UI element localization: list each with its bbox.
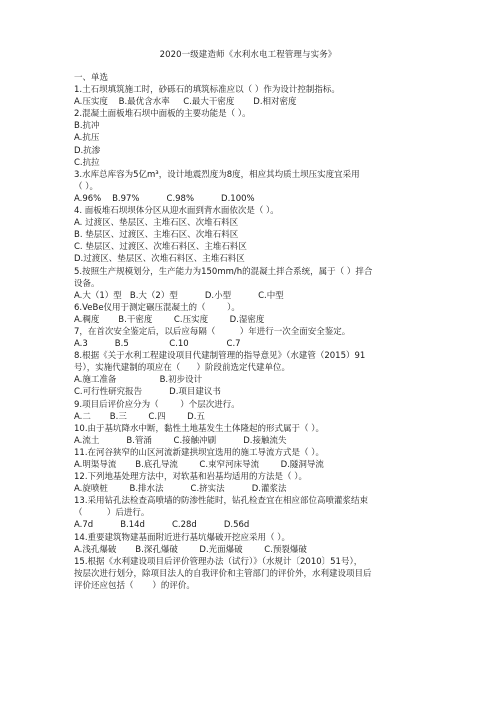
text-line: 4. 面板堆石坝坝体分区从迎水面到背水面依次是（ ）。 <box>74 206 279 217</box>
text-line: A.稠度 B.干密度 C.压实度 D.湿密度 <box>74 314 265 325</box>
text-line: 2.混凝土面板堆石坝中面板的主要功能是（ ）。 <box>74 109 251 120</box>
text-line: A.3 B.5 C.10 C.7 <box>74 339 241 350</box>
text-line: A.抗压 <box>74 133 100 144</box>
text-line: A.浅孔爆破 B.深孔爆破 D.光面爆破 C.预裂爆破 <box>74 544 307 555</box>
text-line: 15.根据《水利建设项目后评价管理办法（试行）》（水规计〔2010〕51号）， <box>74 556 363 567</box>
text-line: （ ）。 <box>74 181 98 192</box>
text-line: 12.下列地基处理方法中，对软基和岩基均适用的方法是（ ）。 <box>74 472 307 483</box>
text-line: A.流土 B.管涌 C.接触冲刷 D.接触流失 <box>74 435 287 446</box>
text-line: C.抗拉 <box>74 157 100 168</box>
text-line: 5.按照生产规模划分，生产能力为150mm/h的混凝土拌合系统，属于（ ）拌合 <box>74 266 373 277</box>
text-line: 3.水库总库容为5亿m³，设计地震烈度为8度，相应其均质土坝压实度宜采用 <box>74 169 360 180</box>
text-line: D.抗渗 <box>74 145 101 156</box>
text-line: 设备。 <box>74 278 100 289</box>
text-line: A.96% B.97% C.98% D.100% <box>74 193 255 204</box>
document-title: 2020一级建造师《水利水电工程管理与实务》 <box>159 50 337 60</box>
text-line: C. 垫层区、过渡区、次堆石料区、主堆石料区 <box>74 242 247 253</box>
text-line: A.施工准备 B.初步设计 <box>74 375 203 386</box>
text-line: 11.在河谷狭窄的山区河流新建拱坝宜选用的施工导流方式是（ ）。 <box>74 447 324 458</box>
text-line: 10.由于基坑降水中断，黏性土地基发生土体隆起的形式属于（ ）。 <box>74 423 324 434</box>
text-line: （ ）后进行。 <box>74 508 150 519</box>
text-line: 1.土石坝填筑施工时，砂砾石的填筑标准应以（ ）作为设计控制指标。 <box>74 85 340 96</box>
text-line: A.7d B.14d C.28d D.56d <box>74 520 250 531</box>
text-line: 8.根据《关于水利工程建设项目代建制管理的指导意见》（水建管（2015）91 <box>74 351 366 362</box>
text-line: B. 垫层区、过渡区、主堆石区、次堆石料区 <box>74 230 239 241</box>
text-line: A.明渠导流 B.底孔导流 C.束窄河床导流 D.隧洞导流 <box>74 460 324 470</box>
text-line: D.过渡区、垫层区、次堆石料区、主堆石料区 <box>74 254 245 265</box>
text-line: 14.重要建筑物建基面附近进行基坑爆破开挖应采用（ ）。 <box>74 532 290 543</box>
section-heading: 一、单选 <box>74 73 109 83</box>
text-line: 13.采用钻孔法检查高喷墙的防渗性能时，钻孔检查宜在相应部位高喷灌浆结束 <box>74 496 369 507</box>
text-line: A.大（1）型 B.大（2）型 D.小型 C.中型 <box>74 290 284 301</box>
text-line: 6.VeBe仪用于测定碾压混凝土的（ ）。 <box>74 302 240 313</box>
text-line: C.可行性研究报告 D.项目建议书 <box>74 387 221 398</box>
text-line: A. 过渡区、垫层区、主堆石区、次堆石料区 <box>74 218 239 229</box>
text-line: 7，在首次安全鉴定后，以后应每隔（ ）年进行一次全面安全鉴定。 <box>74 326 351 337</box>
text-line: 9.项目后评价应分为（ ）个层次进行。 <box>74 399 240 410</box>
text-line: 按层次进行划分，除项目法人的自我评价和主管部门的评价外，水利建设项目后 <box>74 568 372 579</box>
question-list <box>74 84 422 592</box>
text-line: A.旋喷桩 B.排水法 C.挤实法 D.灌浆法 <box>74 484 287 495</box>
text-line: B.抗冲 <box>74 121 100 132</box>
text-line: 评价还应包括（ ）的评价。 <box>74 580 195 591</box>
text-line: A.二 B.三 C.四 D.五 <box>74 411 205 422</box>
text-line: A.压实度 B.最优含水率 C.最大干密度 D.相对密度 <box>74 97 297 108</box>
document-body <box>74 72 422 592</box>
text-line: 号），实施代建制的项应在（ ）阶段前选定代建单位。 <box>74 363 290 374</box>
